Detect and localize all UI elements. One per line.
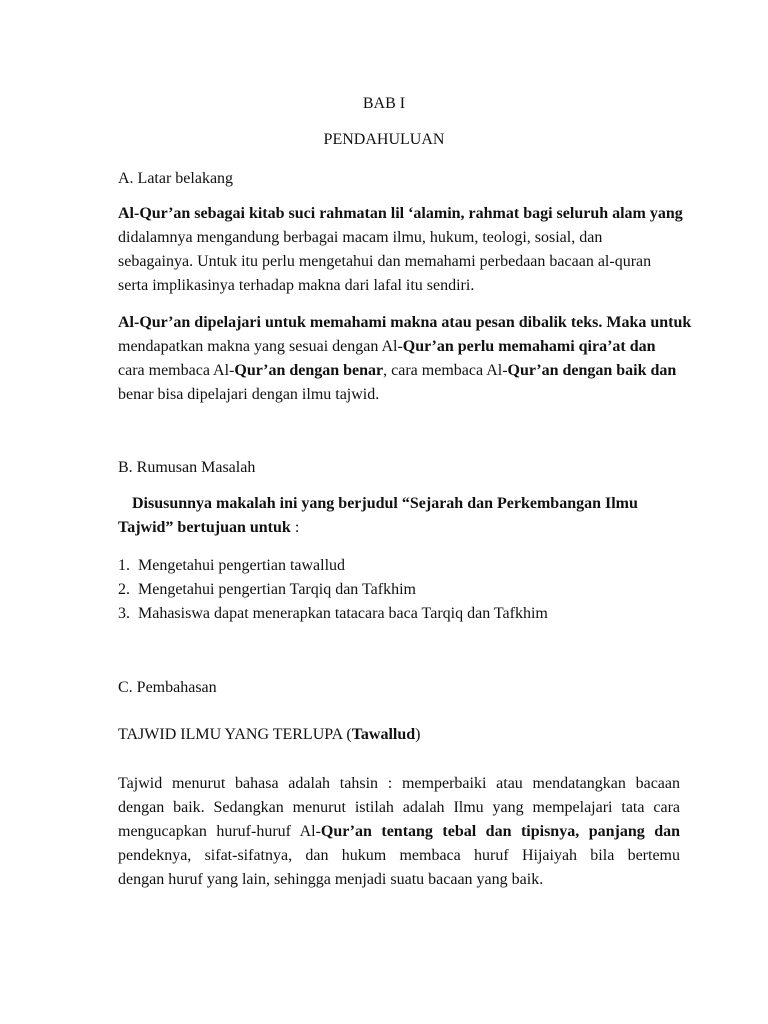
text-line: benar bisa dipelajari dengan ilmu tajwid. [118, 386, 380, 403]
section-b-heading: B. Rumusan Masalah [118, 459, 256, 476]
section-c-paragraph-1 [118, 772, 680, 892]
list-item-text: Mengetahui pengertian tawallud [138, 557, 346, 574]
text-line: didalamnya mengandung berbagai macam ilmu, hukum, teologi, sosial, dan [118, 229, 603, 246]
text-run: ) [415, 726, 421, 743]
text-run-bold: Qur’an dengan baik dan [507, 362, 677, 379]
text-line: dengan baik. Sedangkan menurut istilah adalah Ilmu yang mempelajari tata cara [118, 799, 680, 816]
text-run: mengucapkan huruf-huruf Al- [118, 823, 321, 840]
list-item [118, 578, 680, 602]
objectives-list [118, 554, 680, 626]
text-run-bold: Qur’an tentang tebal dan tipisnya, panjang dan [320, 823, 680, 840]
text-line [118, 359, 680, 383]
list-number: 3. [118, 605, 130, 622]
section-b-intro [118, 492, 680, 540]
text-line: serta implikasinya terhadap makna dari lafal itu sendiri. [118, 277, 475, 294]
text-run: TAJWID ILMU YANG TERLUPA ( [118, 726, 352, 743]
section-a-paragraph-1 [118, 202, 683, 298]
text-line: Al-Qur’an sebagai kitab suci rahmatan lil ‘alamin, rahmat bagi seluruh alam yang [118, 205, 683, 222]
text-line: Al-Qur’an dipelajari untuk memahami makna atau pesan dibalik teks. Maka untuk [118, 314, 692, 331]
text-line: pendeknya, sifat-sifatnya, dan hukum membaca huruf Hijaiyah bila bertemu [118, 847, 680, 864]
list-item-text: Mengetahui pengertian Tarqiq dan Tafkhim [138, 581, 416, 598]
chapter-title: BAB I [362, 95, 406, 112]
text-run: cara membaca Al- [118, 362, 235, 379]
list-item [118, 602, 680, 626]
text-run-bold: Qur’an dengan benar [234, 362, 384, 379]
text-run-bold: Qur’an perlu memahami qira’at dan [402, 338, 656, 355]
section-c-heading: C. Pembahasan [118, 679, 217, 696]
text-run: : [290, 519, 300, 536]
text-run: , cara membaca Al- [383, 362, 508, 379]
text-line [118, 335, 680, 359]
text-run-bold: Tawallud [351, 726, 416, 743]
text-run: mendapatkan makna yang sesuai dengan Al- [118, 338, 403, 355]
list-item [118, 554, 680, 578]
text-line: Tajwid menurut bahasa adalah tahsin : memperbaiki atau mendatangkan bacaan [118, 775, 680, 792]
chapter-subtitle: PENDAHULUAN [323, 131, 445, 148]
text-line: dengan huruf yang lain, sehingga menjadi suatu bacaan yang baik. [118, 871, 544, 888]
list-number: 2. [118, 581, 130, 598]
text-line [118, 516, 680, 540]
text-run-bold: Tajwid” bertujuan untuk [118, 519, 291, 536]
text-line [118, 820, 680, 844]
section-a-heading: A. Latar belakang [118, 170, 234, 187]
list-item-text: Mahasiswa dapat menerapkan tatacara baca Tarqiq dan Tafkhim [138, 605, 548, 622]
text-line: Disusunnya makalah ini yang berjudul “Sejarah dan Perkembangan Ilmu [132, 495, 638, 512]
section-c-subheading [118, 723, 420, 747]
text-line: sebagainya. Untuk itu perlu mengetahui dan memahami perbedaan bacaan al-quran [118, 253, 652, 270]
list-number: 1. [118, 557, 130, 574]
section-a-paragraph-2 [118, 311, 692, 407]
